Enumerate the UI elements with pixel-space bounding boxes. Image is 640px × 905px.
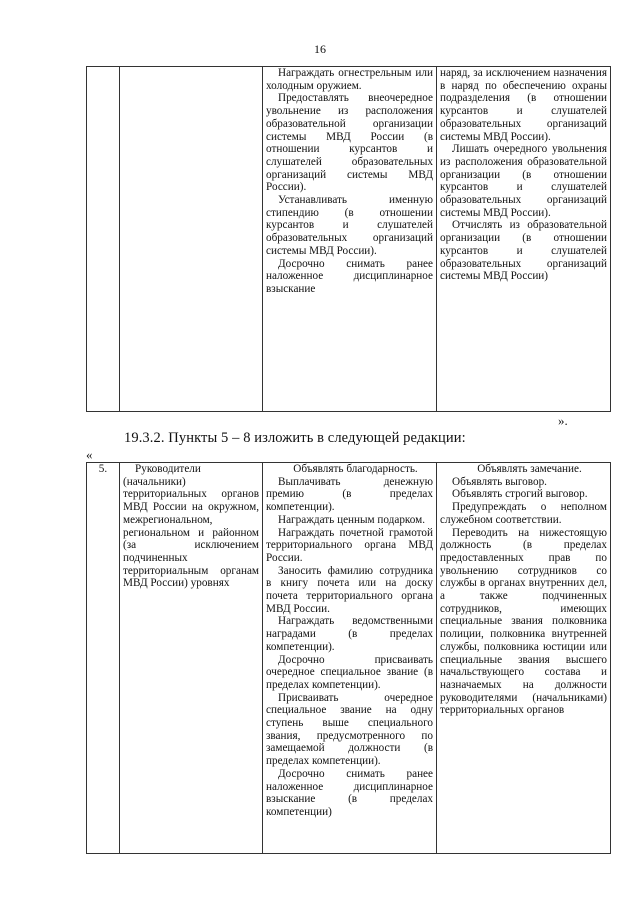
amendment-heading: 19.3.2. Пункты 5 – 8 изложить в следующей редакции: — [124, 430, 466, 446]
penalty-item: Лишать очередного увольнения из расположения образовательной организации (в отношении курсантов и слушателей образовательных организаций системы МВД России). — [440, 143, 607, 219]
reward-item: Выплачивать денежную премию (в пределах компетенции). — [266, 475, 433, 514]
top-table-cell-penalties — [437, 67, 611, 412]
bottom-table-cell-rewards — [263, 463, 437, 854]
penalty-item: Переводить на нижестоящую должность (в пределах предоставленных прав по увольнению сотрудников со службы в органах внутренних дел, а также подчиненных сотрудников, имеющих специальные звания полковника полиции, полковника внутренней службы, полковника юстиции или специальные звания высшего начальствующего состава и назначаемых на должности руководителями (начальниками) территориальных органов — [440, 526, 607, 717]
reward-item: Объявлять благодарность. — [293, 463, 418, 475]
penalty-item: Объявлять замечание. — [477, 463, 582, 475]
penalty-item: Предупреждать о неполном служебном соответствии. — [440, 501, 607, 526]
reward-item: Присваивать очередное специальное звание на одну ступень выше специального звания, предусмотренного по замещаемой должности (в пределах компетенции). — [266, 691, 433, 768]
top-table-cell-rewards — [263, 67, 437, 412]
penalty-item: Объявлять строгий выговор. — [452, 488, 588, 501]
reward-item: Награждать огнестрельным или холодным оружием. — [266, 67, 433, 92]
reward-item: Награждать ценным подарком. — [278, 513, 426, 526]
top-table — [86, 66, 611, 412]
row-number: 5. — [87, 463, 120, 854]
bottom-table — [86, 462, 611, 854]
reward-item: Устанавливать именную стипендию (в отношении курсантов и слушателей образовательных организаций системы МВД России). — [266, 194, 433, 257]
closing-quote: ». — [558, 413, 568, 428]
reward-item: Предоставлять внеочередное увольнение из расположения образовательной организации системы МВД России (в отношении курсантов и слушателей образовательных организаций системы МВД России). — [266, 92, 433, 194]
reward-item: Досрочно снимать ранее наложенное дисциплинарное взыскание — [266, 257, 433, 295]
opening-quote: « — [86, 447, 93, 462]
penalty-item: Отчислять из образовательной организации (в отношении курсантов и слушателей образовательных организаций системы МВД России) — [440, 219, 607, 283]
subject-text: Руководители (начальники) территориальных органов МВД России на окружном, межрегиональном, региональном и районном (за исключением подчиненных территориальным органам МВД России) уровнях — [123, 463, 259, 590]
reward-item: Заносить фамилию сотрудника в книгу почета или на доску почета территориального органа МВД России. — [266, 564, 433, 615]
reward-item: Награждать почетной грамотой территориального органа МВД России. — [266, 526, 433, 564]
top-table-cell-number — [87, 67, 120, 412]
top-table-cell-subject — [120, 67, 263, 412]
bottom-table-cell-subject — [120, 463, 263, 854]
reward-item: Досрочно снимать ранее наложенное дисциплинарное взыскание (в пределах компетенции) — [266, 767, 433, 818]
penalty-item: Объявлять выговор. — [452, 475, 547, 488]
penalty-item: наряд, за исключением назначения в наряд по обеспечению охраны подразделения (в отношении курсантов и слушателей образовательных организаций системы МВД России). — [440, 67, 607, 143]
page-number: 16 — [314, 42, 326, 56]
bottom-table-cell-penalties — [437, 463, 611, 854]
reward-item: Досрочно присваивать очередное специальное звание (в пределах компетенции). — [266, 653, 433, 691]
reward-item: Награждать ведомственными наградами (в пределах компетенции). — [266, 615, 433, 653]
